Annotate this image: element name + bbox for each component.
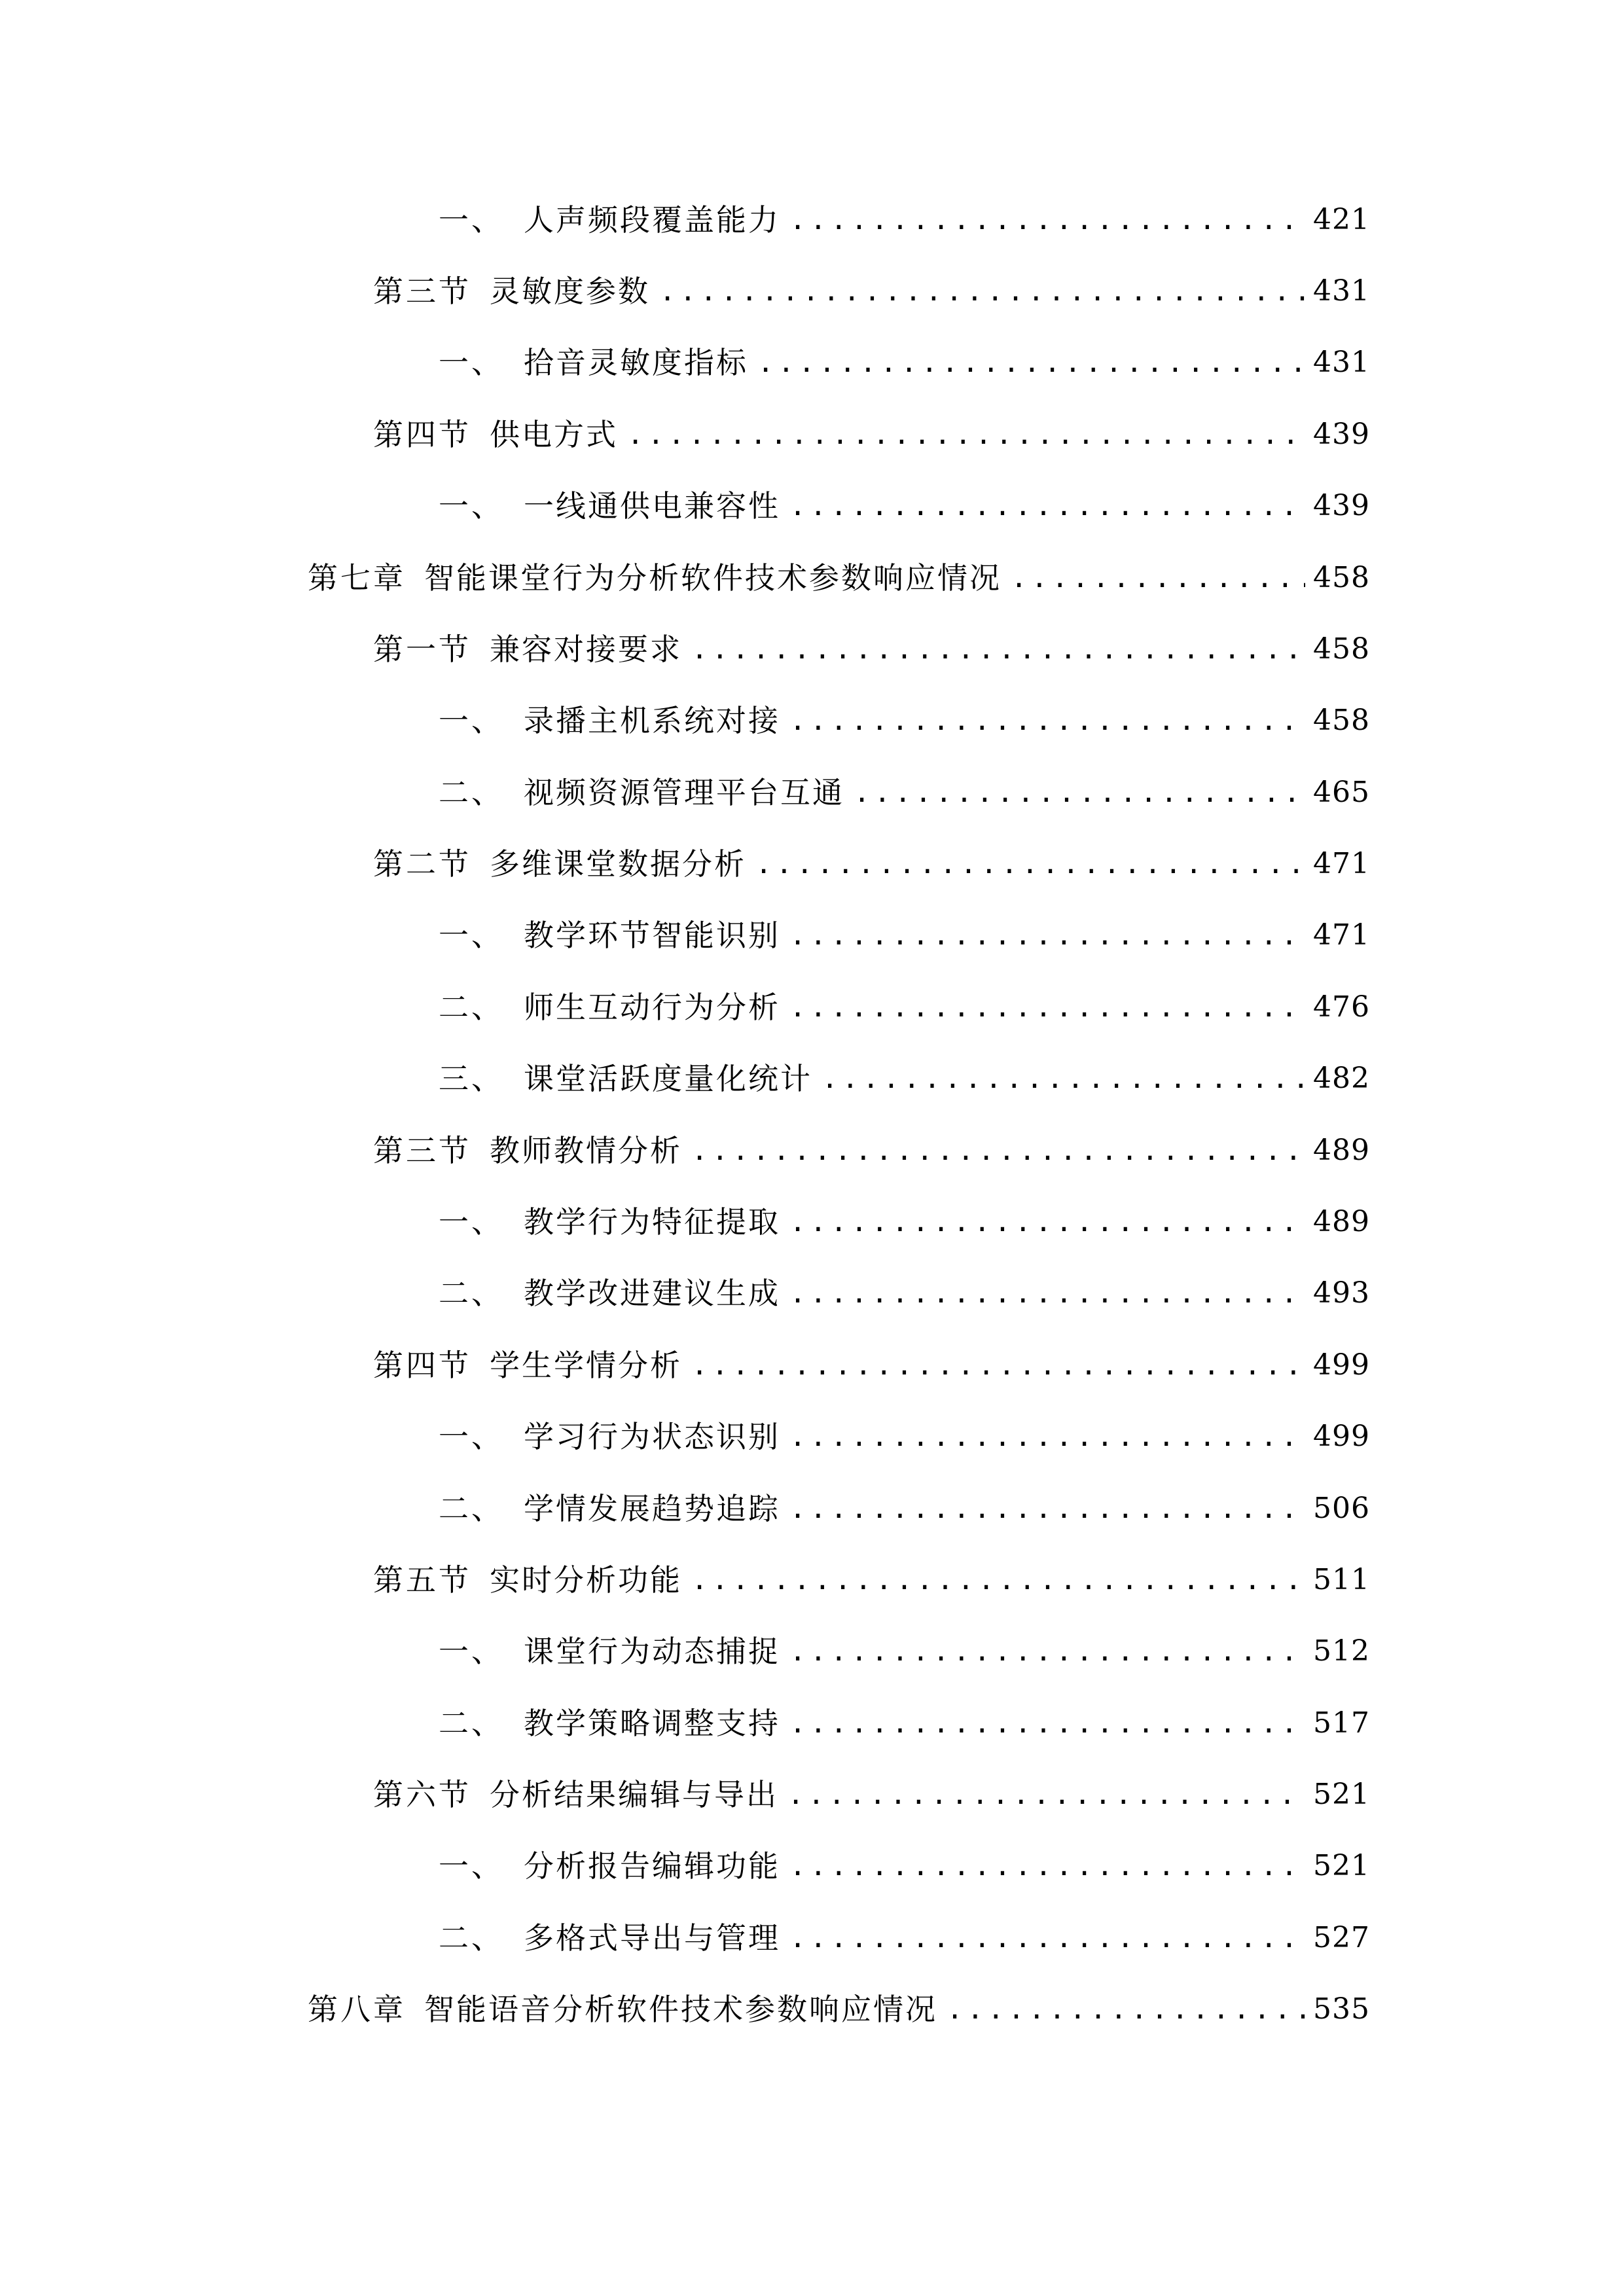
toc-entry[interactable] bbox=[308, 1983, 1370, 2036]
toc-entry[interactable] bbox=[439, 1196, 1370, 1248]
toc-entry-page: 458 bbox=[1313, 561, 1370, 594]
toc-entry-page: 489 bbox=[1313, 1205, 1370, 1238]
toc-entry-page: 439 bbox=[1313, 418, 1370, 451]
toc-entry[interactable] bbox=[439, 1625, 1370, 1677]
toc-dot-leader bbox=[659, 265, 1305, 317]
toc-entry-title: 师生互动行为分析 bbox=[524, 990, 780, 1025]
toc-entry[interactable] bbox=[439, 981, 1370, 1033]
toc-dot-leader bbox=[757, 336, 1305, 389]
toc-dot-leader bbox=[789, 909, 1305, 961]
toc-entry[interactable] bbox=[439, 1697, 1370, 1749]
toc-entry-title: 拾音灵敏度指标 bbox=[524, 345, 748, 380]
toc-entry[interactable] bbox=[373, 838, 1370, 890]
toc-entry-page: 458 bbox=[1313, 632, 1370, 666]
toc-entry-number: 二、 bbox=[439, 1920, 504, 1956]
toc-entry[interactable] bbox=[439, 336, 1370, 389]
toc-entry[interactable] bbox=[439, 909, 1370, 961]
toc-dot-leader bbox=[789, 1840, 1305, 1892]
toc-entry-title: 智能语音分析软件技术参数响应情况 bbox=[424, 1992, 937, 2027]
toc-entry-number: 第三节 bbox=[373, 1133, 471, 1168]
toc-entry-title: 教师教情分析 bbox=[490, 1133, 682, 1168]
toc-dot-leader bbox=[789, 1697, 1305, 1749]
toc-entry[interactable] bbox=[308, 552, 1370, 604]
toc-dot-leader bbox=[691, 1554, 1305, 1606]
toc-dot-leader bbox=[789, 1196, 1305, 1248]
toc-entry-page: 489 bbox=[1313, 1134, 1370, 1167]
toc-entry-page: 521 bbox=[1313, 1778, 1370, 1811]
toc-entry-page: 527 bbox=[1313, 1921, 1370, 1954]
toc-entry-title: 课堂行为动态捕捉 bbox=[524, 1634, 780, 1669]
toc-entry-page: 535 bbox=[1313, 1992, 1370, 2026]
toc-entry-title: 教学行为特征提取 bbox=[524, 1204, 780, 1240]
toc-entry[interactable] bbox=[373, 623, 1370, 675]
toc-entry-title: 课堂活跃度量化统计 bbox=[524, 1061, 812, 1096]
toc-entry-number: 一、 bbox=[439, 1419, 504, 1454]
toc-entry-title: 教学环节智能识别 bbox=[524, 918, 780, 953]
toc-entry-page: 476 bbox=[1313, 990, 1370, 1024]
toc-entry-title: 分析结果编辑与导出 bbox=[490, 1777, 778, 1812]
toc-entry-title: 多格式导出与管理 bbox=[524, 1920, 780, 1956]
toc-entry-title: 学生学情分析 bbox=[490, 1348, 682, 1383]
toc-entry[interactable] bbox=[439, 1052, 1370, 1105]
toc-dot-leader bbox=[789, 1410, 1305, 1463]
toc-entry-page: 506 bbox=[1313, 1492, 1370, 1525]
toc-entry-number: 第七章 bbox=[308, 560, 406, 596]
toc-entry-number: 二、 bbox=[439, 775, 504, 810]
toc-entry-title: 供电方式 bbox=[490, 417, 618, 452]
toc-entry-page: 465 bbox=[1313, 776, 1370, 809]
toc-entry[interactable] bbox=[373, 1124, 1370, 1177]
toc-entry-page: 493 bbox=[1313, 1276, 1370, 1310]
toc-entry[interactable] bbox=[439, 1410, 1370, 1463]
toc-entry-number: 一、 bbox=[439, 1634, 504, 1669]
toc-entry[interactable] bbox=[439, 1912, 1370, 1964]
toc-entry-number: 第二节 bbox=[373, 846, 471, 882]
toc-dot-leader bbox=[789, 981, 1305, 1033]
toc-entry[interactable] bbox=[439, 480, 1370, 532]
toc-entry[interactable] bbox=[373, 408, 1370, 461]
toc-entry-page: 512 bbox=[1313, 1634, 1370, 1668]
toc-entry-page: 421 bbox=[1313, 203, 1370, 236]
toc-entry-title: 实时分析功能 bbox=[490, 1562, 682, 1598]
toc-entry-number: 第八章 bbox=[308, 1992, 406, 2027]
toc-entry[interactable] bbox=[373, 1339, 1370, 1391]
toc-entry-number: 二、 bbox=[439, 1706, 504, 1741]
toc-entry-title: 兼容对接要求 bbox=[490, 632, 682, 667]
toc-entry[interactable] bbox=[373, 1554, 1370, 1606]
toc-entry[interactable] bbox=[439, 1840, 1370, 1892]
toc-entry-number: 第一节 bbox=[373, 632, 471, 667]
toc-dot-leader bbox=[789, 480, 1305, 532]
toc-entry-number: 二、 bbox=[439, 1491, 504, 1526]
toc-entry-title: 教学策略调整支持 bbox=[524, 1706, 780, 1741]
toc-dot-leader bbox=[789, 1625, 1305, 1677]
toc-entry-page: 499 bbox=[1313, 1348, 1370, 1382]
toc-entry-title: 智能课堂行为分析软件技术参数响应情况 bbox=[424, 560, 1001, 596]
toc-dot-leader bbox=[789, 694, 1305, 747]
toc-dot-leader bbox=[789, 1482, 1305, 1535]
toc-entry-number: 一、 bbox=[439, 1848, 504, 1884]
toc-entry-title: 一线通供电兼容性 bbox=[524, 488, 780, 524]
toc-entry-title: 人声频段覆盖能力 bbox=[524, 202, 780, 238]
toc-entry[interactable] bbox=[373, 265, 1370, 317]
toc-dot-leader bbox=[787, 1768, 1305, 1821]
toc-entry-number: 一、 bbox=[439, 345, 504, 380]
toc-dot-leader bbox=[691, 623, 1305, 675]
toc-entry-number: 一、 bbox=[439, 703, 504, 738]
toc-entry-number: 第五节 bbox=[373, 1562, 471, 1598]
toc-entry-number: 一、 bbox=[439, 202, 504, 238]
toc-dot-leader bbox=[789, 194, 1305, 246]
toc-entry-number: 三、 bbox=[439, 1061, 504, 1096]
toc-entry[interactable] bbox=[439, 194, 1370, 246]
toc-entry-page: 499 bbox=[1313, 1420, 1370, 1453]
toc-dot-leader bbox=[627, 408, 1305, 461]
toc-entry-page: 471 bbox=[1313, 847, 1370, 880]
toc-entry-number: 二、 bbox=[439, 990, 504, 1025]
toc-entry[interactable] bbox=[439, 1482, 1370, 1535]
toc-dot-leader bbox=[691, 1124, 1305, 1177]
toc-entry-page: 471 bbox=[1313, 918, 1370, 952]
toc-entry-number: 第四节 bbox=[373, 417, 471, 452]
toc-entry-title: 录播主机系统对接 bbox=[524, 703, 780, 738]
toc-entry-title: 多维课堂数据分析 bbox=[490, 846, 746, 882]
toc-dot-leader bbox=[854, 766, 1305, 819]
toc-entry-number: 二、 bbox=[439, 1276, 504, 1311]
toc-dot-leader bbox=[755, 838, 1305, 890]
toc-entry[interactable] bbox=[373, 1768, 1370, 1821]
toc-entry-number: 第六节 bbox=[373, 1777, 471, 1812]
toc-entry-number: 一、 bbox=[439, 918, 504, 953]
toc-entry-number: 一、 bbox=[439, 1204, 504, 1240]
toc-dot-leader bbox=[947, 1983, 1305, 2036]
toc-dot-leader bbox=[691, 1339, 1305, 1391]
toc-entry-title: 灵敏度参数 bbox=[490, 274, 650, 309]
toc-entry-title: 视频资源管理平台互通 bbox=[524, 775, 844, 810]
toc-entry-page: 482 bbox=[1313, 1062, 1370, 1095]
toc-entry-page: 439 bbox=[1313, 489, 1370, 522]
toc-entry-number: 第四节 bbox=[373, 1348, 471, 1383]
toc-entry-number: 一、 bbox=[439, 488, 504, 524]
toc-entry-number: 第三节 bbox=[373, 274, 471, 309]
toc-dot-leader bbox=[789, 1912, 1305, 1964]
toc-entry[interactable] bbox=[439, 1267, 1370, 1319]
toc-entry-page: 521 bbox=[1313, 1849, 1370, 1882]
toc-entry-page: 517 bbox=[1313, 1706, 1370, 1740]
toc-entry-page: 431 bbox=[1313, 274, 1370, 308]
toc-entry-title: 学习行为状态识别 bbox=[524, 1419, 780, 1454]
toc-entry-page: 511 bbox=[1313, 1563, 1370, 1596]
toc-dot-leader bbox=[821, 1052, 1305, 1105]
toc-entry-page: 458 bbox=[1313, 704, 1370, 737]
toc-dot-leader bbox=[789, 1267, 1305, 1319]
toc-dot-leader bbox=[1011, 552, 1305, 604]
toc-entry-title: 分析报告编辑功能 bbox=[524, 1848, 780, 1884]
toc-entry[interactable] bbox=[439, 766, 1370, 819]
toc-entry-title: 教学改进建议生成 bbox=[524, 1276, 780, 1311]
toc-entry[interactable] bbox=[439, 694, 1370, 747]
toc-entry-title: 学情发展趋势追踪 bbox=[524, 1491, 780, 1526]
toc-entry-page: 431 bbox=[1313, 346, 1370, 379]
